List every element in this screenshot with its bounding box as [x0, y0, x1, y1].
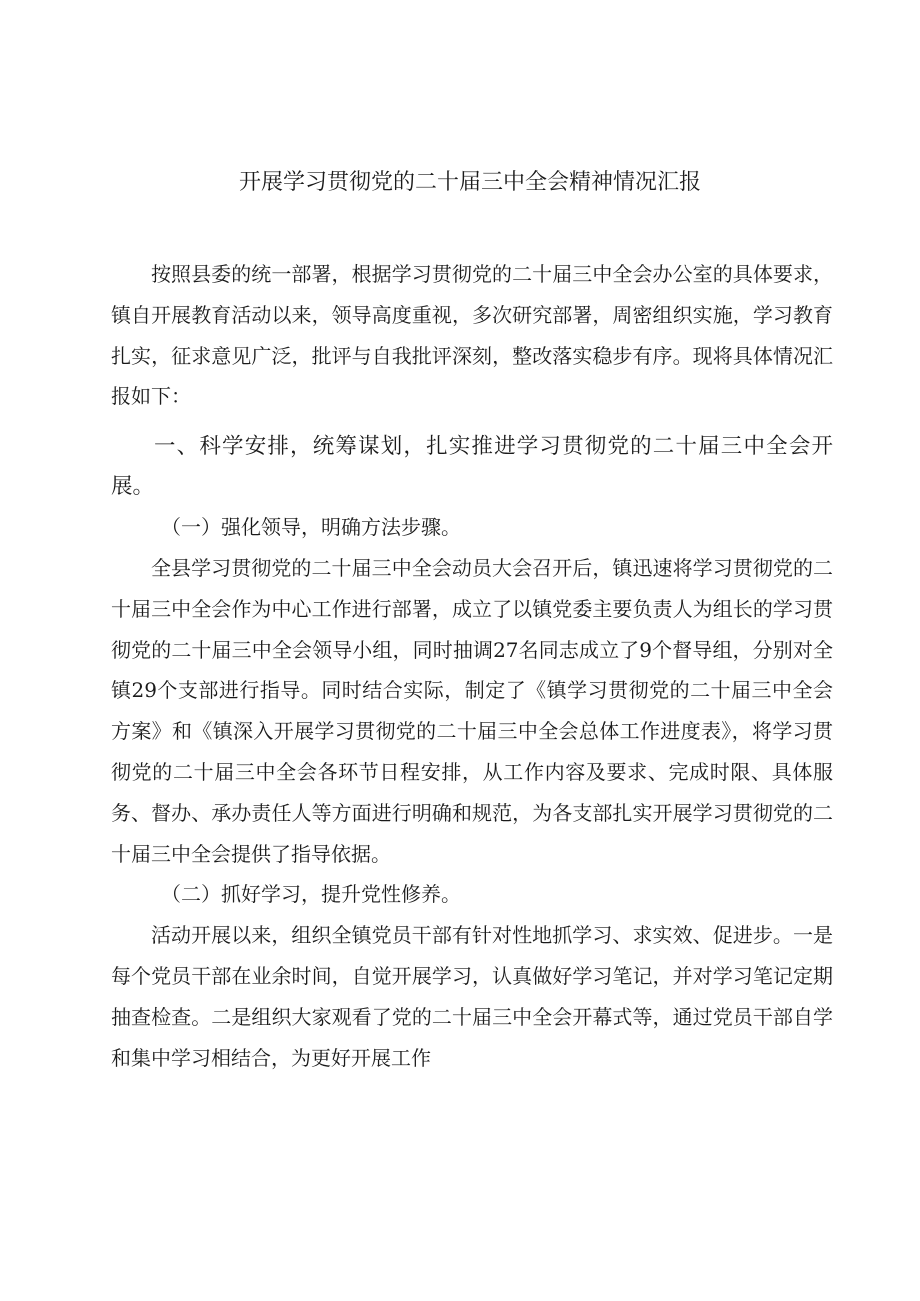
subsection-heading: （二）抓好学习，提升党性修养。 — [161, 882, 461, 907]
intro-paragraph: 按照县委的统一部署，根据学习贯彻党的二十届三中全会办公室的具体要求，镇自开展教育活动以来，领导高度重视，多次研究部署，周密组织实施，学习教育扎实，征求意见广泛，批评与自我批评深刻，整改落实稳步有序。现将具体情况汇报如下： — [111, 262, 833, 409]
section-heading: 一、科学安排，统筹谋划，扎实推进学习贯彻党的二十届三中全会开展。 — [111, 434, 833, 500]
body-paragraph: 活动开展以来，组织全镇党员干部有针对性地抓学习、求实效、促进步。一是每个党员干部在业余时间，自觉开展学习，认真做好学习笔记，并对学习笔记定期抽查检查。二是组织大家观看了党的二十届三中全会开幕式等，通过党员干部自学和集中学习相结合，为更好开展工作 — [111, 923, 833, 1070]
document-title: 开展学习贯彻党的二十届三中全会精神情况汇报 — [238, 170, 701, 195]
document-body — [111, 254, 833, 1078]
subsection-heading: （一）强化领导，明确方法步骤。 — [161, 515, 461, 540]
body-paragraph: 全县学习贯彻党的二十届三中全会动员大会召开后，镇迅速将学习贯彻党的二十届三中全会作为中心工作进行部署，成立了以镇党委主要负责人为组长的学习贯彻党的二十届三中全会领导小组，同时抽调27名同志成立了9个督导组，分别对全镇29个支部进行指导。同时结合实际，制定了《镇学习贯彻党的二十届三中全会方案》和《镇深入开展学习贯彻党的二十届三中全会总体工作进度表》，将学习贯彻党的二十届三中全会各环节日程安排，从工作内容及要求、完成时限、具体服务、督办、承办责任人等方面进行明确和规范，为各支部扎实开展学习贯彻党的二十届三中全会提供了指导依据。 — [111, 555, 833, 866]
